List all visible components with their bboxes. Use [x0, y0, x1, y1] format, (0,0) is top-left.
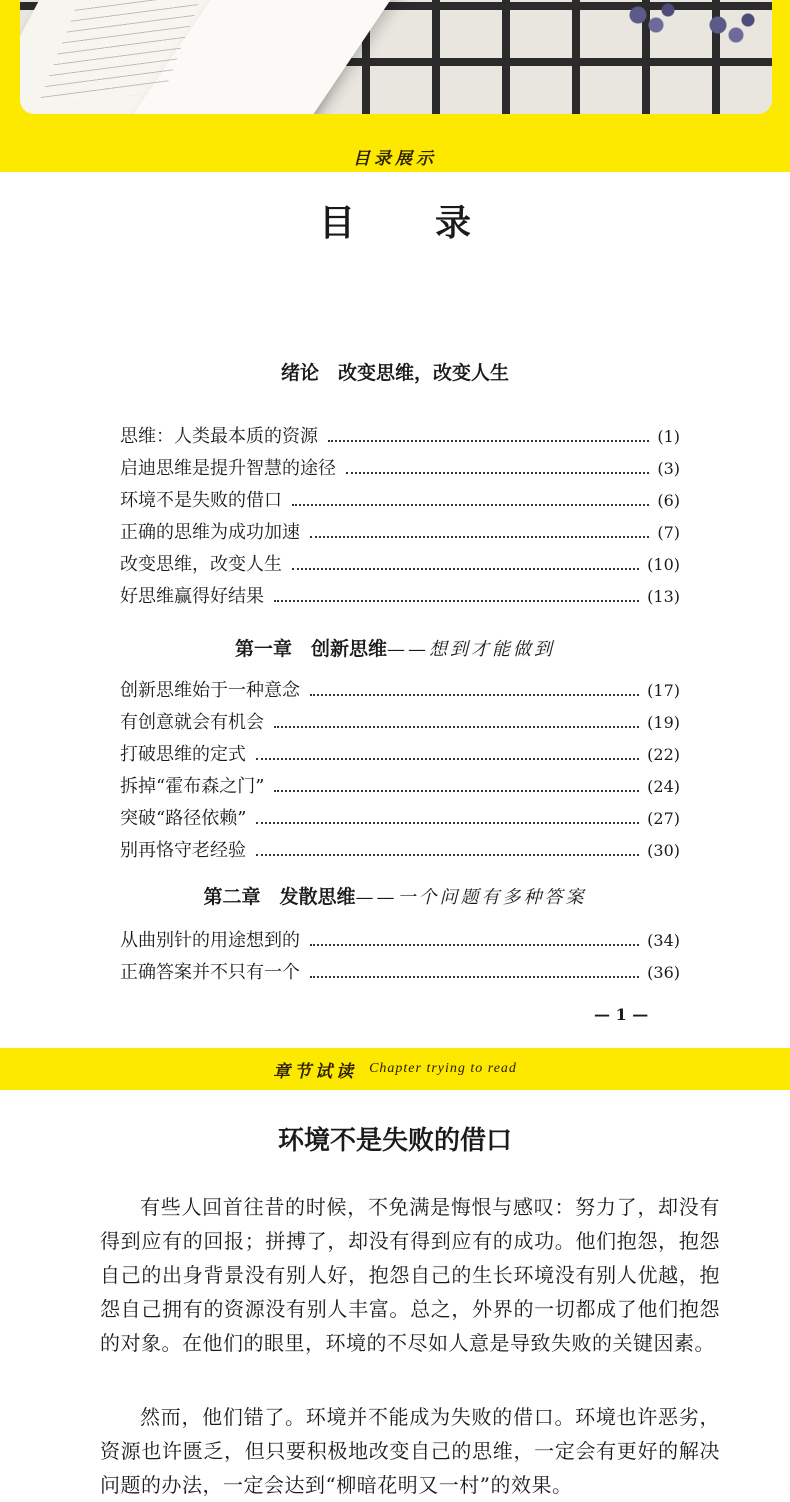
excerpt-banner-sub: Chapter trying to read — [369, 1061, 517, 1076]
toc-item[interactable]: 环境不是失败的借口 (6) — [120, 490, 680, 511]
page-number: — 1 — — [594, 1005, 649, 1024]
toc-item[interactable]: 别再恪守老经验 (30) — [120, 840, 680, 861]
toc-item[interactable]: 从曲别针的用途想到的 (34) — [120, 930, 680, 951]
toc-item[interactable]: 拆掉“霍布森之门” (24) — [120, 776, 680, 797]
toc-list-chapter-2 — [120, 926, 680, 990]
excerpt-paragraph: 有些人回首往昔的时候，不免满是悔恨与感叹：努力了，却没有得到应有的回报；拼搏了，却没有得到应有的成功。他们抱怨，抱怨自己的出身背景没有别人好，抱怨自己的生长环境没有别人优越，抱怨自己拥有的资源没有别人丰富。总之，外界的一切都成了他们抱怨的对象。在他们的眼里，环境的不尽如人意是导致失败的关键因素。 — [100, 1195, 720, 1355]
excerpt-banner — [0, 1048, 790, 1090]
toc-list-intro — [120, 422, 680, 614]
toc-item[interactable]: 突破“路径依赖” (27) — [120, 808, 680, 829]
toc-item[interactable]: 改变思维，改变人生 (10) — [120, 554, 680, 575]
toc-chapter-heading: 第一章 创新思维——想到才能做到 — [234, 638, 555, 660]
toc-section-heading: 绪论 改变思维，改变人生 — [280, 362, 509, 384]
toc-item[interactable]: 打破思维的定式 (22) — [120, 744, 680, 765]
lavender-icon — [620, 0, 680, 45]
lavender-icon — [700, 5, 760, 55]
toc-item[interactable]: 有创意就会有机会 (19) — [120, 712, 680, 733]
toc-list-chapter-1 — [120, 676, 680, 868]
excerpt-paragraph: 然而，他们错了。环境并不能成为失败的借口。环境也许恶劣，资源也许匮乏，但只要积极地改变自己的思维，一定会有更好的解决问题的办法，一定会达到“柳暗花明又一村”的效果。 — [100, 1405, 720, 1497]
toc-chapter-heading: 第二章 发散思维——一个问题有多种答案 — [203, 886, 587, 908]
toc-item[interactable]: 正确答案并不只有一个 (36) — [120, 962, 680, 983]
toc-banner — [0, 140, 790, 172]
toc-item[interactable]: 正确的思维为成功加速 (7) — [120, 522, 680, 543]
toc-item[interactable]: 启迪思维是提升智慧的途径 (3) — [120, 458, 680, 479]
toc-banner-label: 目录展示 — [353, 148, 437, 169]
excerpt-title: 环境不是失败的借口 — [277, 1126, 512, 1156]
toc-item[interactable]: 好思维赢得好结果 (13) — [120, 586, 680, 607]
toc-item[interactable]: 思维：人类最本质的资源 (1) — [120, 426, 680, 447]
excerpt-banner-label: 章节试读 — [273, 1061, 358, 1082]
toc-title: 目录 — [318, 202, 551, 244]
book-on-tablecloth-photo — [20, 0, 772, 114]
toc-item[interactable]: 创新思维始于一种意念 (17) — [120, 680, 680, 701]
top-photo-frame — [0, 0, 790, 140]
